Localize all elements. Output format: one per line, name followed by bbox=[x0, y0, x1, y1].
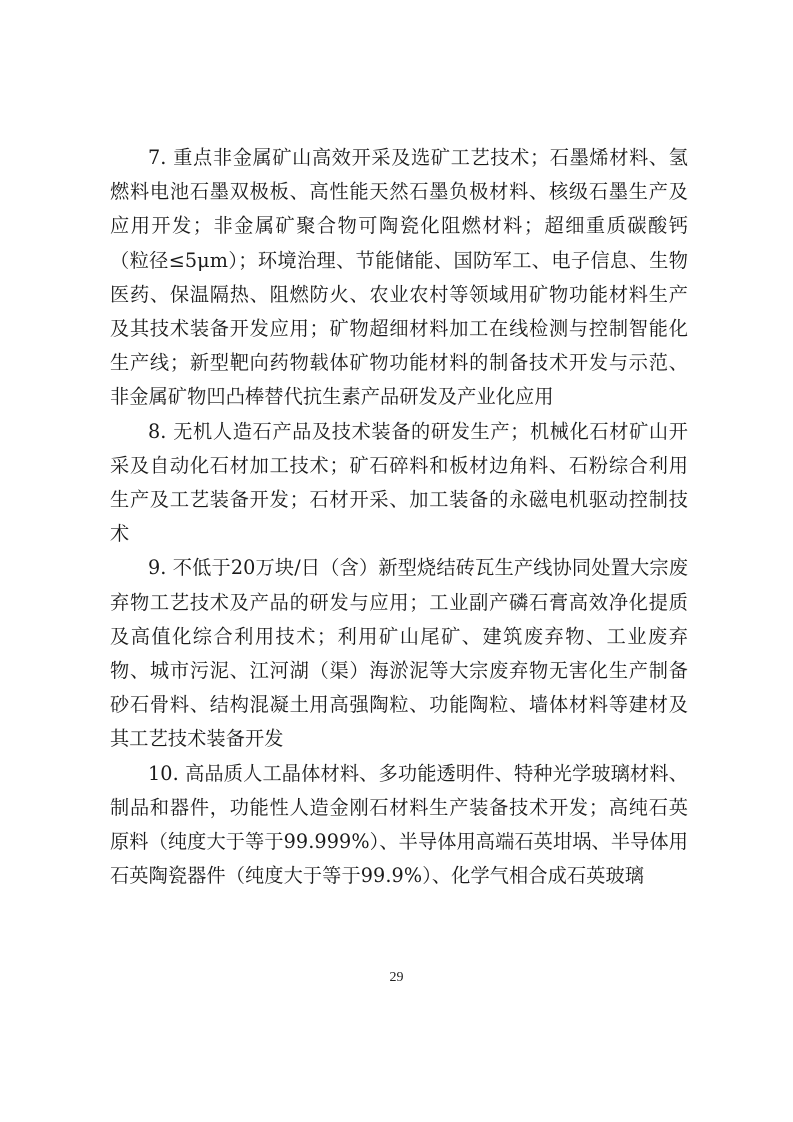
paragraph-item-10: 10. 高品质人工晶体材料、多功能透明件、特种光学玻璃材料、制品和器件，功能性人造金刚石材料生产装备技术开发；高纯石英原料（纯度大于等于99.999%）、半导体用高端石英坩埚、半导体用石英陶瓷器件（纯度大于等于99.9%）、化学气相合成石英玻璃 bbox=[110, 761, 688, 888]
page-number: 29 bbox=[389, 970, 404, 985]
paragraph-item-8: 8. 无机人造石产品及技术装备的研发生产；机械化石材矿山开采及自动化石材加工技术；矿石碎料和板材边角料、石粉综合利用生产及工艺装备开发；石材开采、加工装备的永磁电机驱动控制技术 bbox=[110, 419, 688, 546]
document-body bbox=[110, 141, 688, 893]
paragraph-item-9: 9. 不低于20万块/日（含）新型烧结砖瓦生产线协同处置大宗废弃物工艺技术及产品的研发与应用；工业副产磷石膏高效净化提质及高值化综合利用技术；利用矿山尾矿、建筑废弃物、工业废弃物、城市污泥、江河湖（渠）海淤泥等大宗废弃物无害化生产制备砂石骨料、结构混凝土用高强陶粒、功能陶粒、墙体材料等建材及其工艺技术装备开发 bbox=[110, 556, 688, 751]
paragraph-item-7: 7. 重点非金属矿山高效开采及选矿工艺技术；石墨烯材料、氢燃料电池石墨双极板、高性能天然石墨负极材料、核级石墨生产及应用开发；非金属矿聚合物可陶瓷化阻燃材料；超细重质碳酸钙（粒径≤5μm）；环境治理、节能储能、国防军工、电子信息、生物医药、保温隔热、阻燃防火、农业农村等领域用矿物功能材料生产及其技术装备开发应用；矿物超细材料加工在线检测与控制智能化生产线；新型靶向药物载体矿物功能材料的制备技术开发与示范、非金属矿物凹凸棒替代抗生素产品研发及产业化应用 bbox=[110, 146, 688, 409]
